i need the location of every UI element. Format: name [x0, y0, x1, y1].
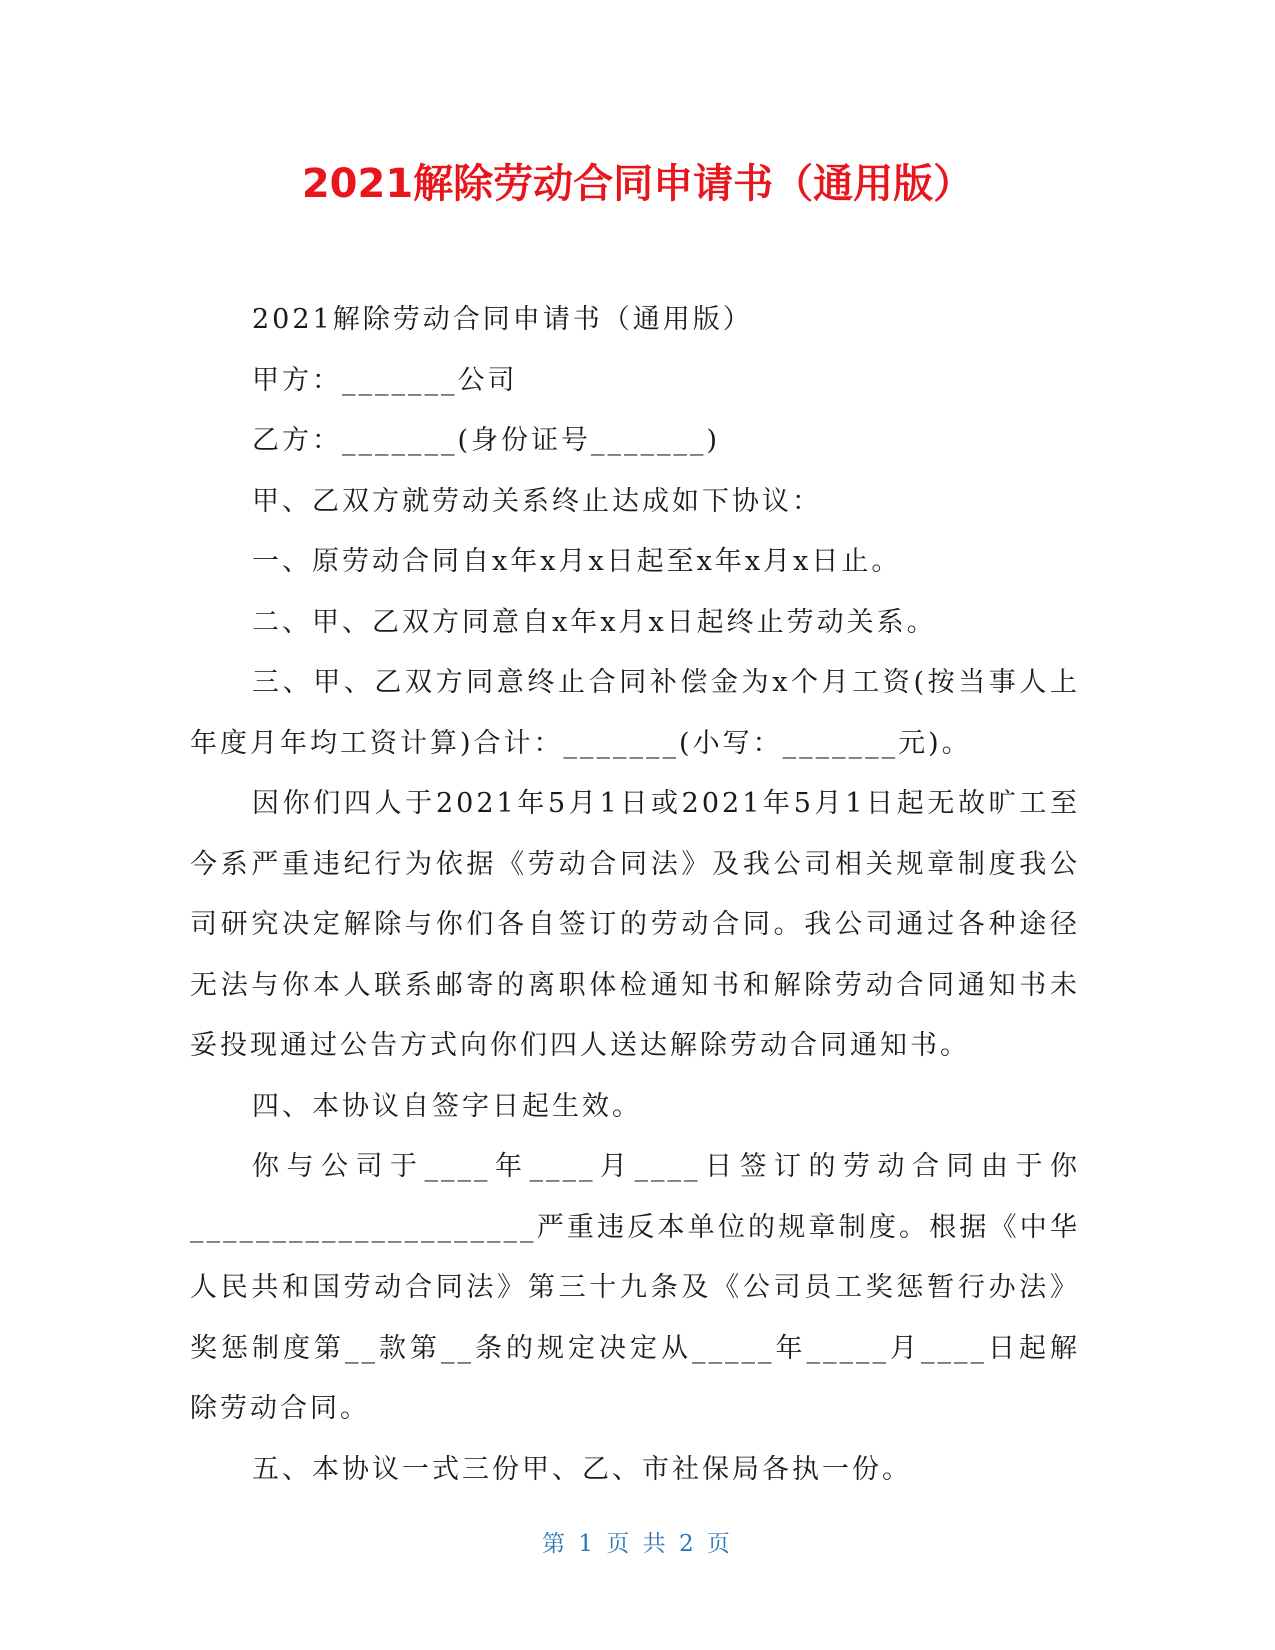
paragraph-notice: 因你们四人于2021年5月1日或2021年5月1日起无故旷工至今系严重违纪行为依据《劳动合同法》及我公司相关规章制度我公司研究决定解除与你们各自签订的劳动合同。我公司通过各种途径无法与你本人联系邮寄的离职体检通知书和解除劳动合同通知书未妥投现通过公告方式向你们四人送达解除劳动合同通知书。: [190, 788, 1080, 1061]
paragraph-clause-5: 五、本协议一式三份甲、乙、市社保局各执一份。: [252, 1453, 912, 1485]
page-footer: 第 1 页 共 2 页: [542, 1531, 733, 1557]
paragraph-clause-2: 二、甲、乙双方同意自x年x月x日起终止劳动关系。: [252, 606, 937, 638]
paragraph-clause-4: 四、本协议自签字日起生效。: [252, 1090, 642, 1122]
paragraph-termination: 你与公司于____年____月____日签订的劳动合同由于你_____________________严重违反本单位的规章制度。根据《中华人民共和国劳动合同法》第三十九条及《公司员工奖惩暂行办法》奖惩制度第__款第__条的规定决定从_____年_____月____日起解除劳动合同。: [190, 1151, 1080, 1424]
paragraph-party-a: 甲方：_______公司: [252, 364, 518, 396]
paragraph-heading: 2021解除劳动合同申请书（通用版）: [252, 304, 753, 335]
paragraph-clause-1: 一、原劳动合同自x年x月x日起至x年x月x日止。: [252, 546, 902, 577]
paragraph-clause-3: 三、甲、乙双方同意终止合同补偿金为x个月工资(按当事人上年度月年均工资计算)合计：_______(小写：_______元)。: [190, 667, 1080, 759]
paragraph-party-b: 乙方：_______(身份证号_______): [252, 425, 721, 456]
document-body: [190, 290, 1080, 1500]
paragraph-agreement-intro: 甲、乙双方就劳动关系终止达成如下协议：: [252, 485, 822, 517]
document-title: 2021解除劳动合同申请书（通用版）: [301, 161, 974, 207]
